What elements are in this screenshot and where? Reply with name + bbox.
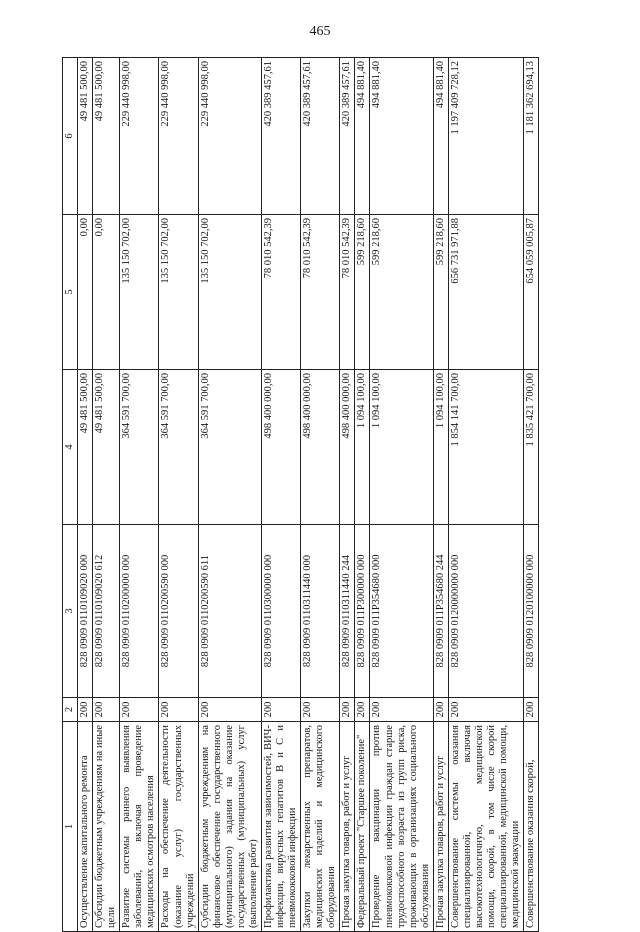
header-col-3: 3 [63,525,78,698]
row-col5-cell: 0,00 [78,215,93,370]
row-name-cell: Федеральный проект "Старшее поколение" [355,722,370,932]
row-col6-cell: 420 389 457,61 [261,58,300,215]
table-body [78,58,539,932]
row-vr-cell: 200 [340,698,355,722]
rotated-table-content [62,58,580,932]
row-col6-cell: 420 389 457,61 [340,58,355,215]
header-col-6: 6 [63,58,78,215]
row-vr-cell: 200 [370,698,433,722]
table-row [340,58,355,932]
table-row [78,58,93,932]
row-vr-cell: 200 [93,698,120,722]
table-row [261,58,300,932]
row-col5-cell: 0,00 [93,215,120,370]
row-name-cell: Совершенствование оказания скорой, [524,722,539,932]
row-col6-cell: 1 197 409 728,12 [448,58,523,215]
row-name-cell: Совершенствование системы оказания специализированной, включая высокотехнологичную, медицинской помощи, скорой, в том числе скорой специализированной, медицинской помощи, медицинской эвакуации [448,722,523,932]
row-col6-cell: 494 881,40 [433,58,448,215]
row-col6-cell: 494 881,40 [355,58,370,215]
row-col6-cell: 494 881,40 [370,58,433,215]
row-code-cell: 828 0909 011P354680 000 [370,525,433,698]
budget-table [62,57,539,932]
row-col4-cell: 364 591 700,00 [120,370,159,525]
row-col4-cell: 364 591 700,00 [159,370,198,525]
row-vr-cell: 200 [159,698,198,722]
table-row [433,58,448,932]
row-col5-cell: 654 059 005,87 [524,215,539,370]
row-col6-cell: 229 440 998,00 [159,58,198,215]
row-code-cell: 828 0909 0120100000 000 [524,525,539,698]
row-vr-cell: 200 [301,698,340,722]
table-row [93,58,120,932]
row-col5-cell: 135 150 702,00 [198,215,261,370]
row-col5-cell: 135 150 702,00 [120,215,159,370]
row-code-cell: 828 0909 0110109020 000 [78,525,93,698]
header-row [63,58,78,932]
row-col6-cell: 229 440 998,00 [198,58,261,215]
row-col4-cell: 364 591 700,00 [198,370,261,525]
row-vr-cell: 200 [433,698,448,722]
row-col6-cell: 420 389 457,61 [301,58,340,215]
row-name-cell: Субсидии бюджетным учреждениям на иные цели [93,722,120,932]
row-vr-cell: 200 [355,698,370,722]
row-code-cell: 828 0909 011P354680 244 [433,525,448,698]
row-col5-cell: 599 218,60 [370,215,433,370]
row-col5-cell: 656 731 971,88 [448,215,523,370]
row-col4-cell: 498 400 000,00 [261,370,300,525]
table-row [524,58,539,932]
header-col-1: 1 [63,722,78,932]
row-col4-cell: 1 835 421 700,00 [524,370,539,525]
row-col4-cell: 1 094 100,00 [370,370,433,525]
row-name-cell: Расходы на обеспечение деятельности (оказание услуг) государственных учреждений [159,722,198,932]
header-col-5: 5 [63,215,78,370]
row-col4-cell: 49 481 500,00 [78,370,93,525]
table-row [120,58,159,932]
table-row [301,58,340,932]
row-code-cell: 828 0909 0110311440 244 [340,525,355,698]
row-code-cell: 828 0909 0110200000 000 [120,525,159,698]
row-col4-cell: 1 094 100,00 [355,370,370,525]
row-name-cell: Прочая закупка товаров, работ и услуг [340,722,355,932]
row-col5-cell: 78 010 542,39 [261,215,300,370]
row-vr-cell: 200 [198,698,261,722]
row-name-cell: Прочая закупка товаров, работ и услуг [433,722,448,932]
row-col5-cell: 78 010 542,39 [301,215,340,370]
row-name-cell: Субсидии бюджетным учреждениям на финансовое обеспечение государственного (муниципального) задания на оказание государственных (муниципальных) услуг (выполнение работ) [198,722,261,932]
table-row [448,58,523,932]
rotated-table-frame [62,58,580,932]
row-code-cell: 828 0909 0110200590 000 [159,525,198,698]
row-code-cell: 828 0909 0110200590 611 [198,525,261,698]
table-row [198,58,261,932]
row-col4-cell: 498 400 000,00 [301,370,340,525]
row-name-cell: Проведение вакцинации против пневмококковой инфекции граждан старше трудоспособного возраста из групп риска, проживающих в организациях социального обслуживания [370,722,433,932]
row-code-cell: 828 0909 0110311440 000 [301,525,340,698]
row-code-cell: 828 0909 0110300000 000 [261,525,300,698]
row-col6-cell: 49 481 500,00 [93,58,120,215]
row-vr-cell: 200 [524,698,539,722]
row-name-cell: Развитие системы раннего выявления заболеваний, включая проведение медицинских осмотров населения [120,722,159,932]
row-vr-cell: 200 [261,698,300,722]
table-row [355,58,370,932]
row-col6-cell: 49 481 500,00 [78,58,93,215]
row-col6-cell: 1 181 362 694,13 [524,58,539,215]
header-col-4: 4 [63,370,78,525]
row-col6-cell: 229 440 998,00 [120,58,159,215]
row-col5-cell: 599 218,60 [355,215,370,370]
page-number: 465 [309,24,331,39]
row-col5-cell: 78 010 542,39 [340,215,355,370]
row-col4-cell: 1 854 141 700,00 [448,370,523,525]
row-vr-cell: 200 [448,698,523,722]
table-row [370,58,433,932]
row-col5-cell: 599 218,60 [433,215,448,370]
row-vr-cell: 200 [120,698,159,722]
row-code-cell: 828 0909 011P300000 000 [355,525,370,698]
table-row [159,58,198,932]
row-name-cell: Закупки лекарственных препаратов, медицинских изделий и медицинского оборудования [301,722,340,932]
row-col4-cell: 498 400 000,00 [340,370,355,525]
row-col5-cell: 135 150 702,00 [159,215,198,370]
header-col-2: 2 [63,698,78,722]
row-vr-cell: 200 [78,698,93,722]
row-name-cell: Профилактика развития зависимостей, ВИЧ-инфекции, вирусных гепатитов В и С и пневмококковой инфекции [261,722,300,932]
row-code-cell: 828 0909 0110109020 612 [93,525,120,698]
row-name-cell: Осуществление капитального ремонта [78,722,93,932]
row-col4-cell: 1 094 100,00 [433,370,448,525]
row-code-cell: 828 0909 0120000000 000 [448,525,523,698]
row-col4-cell: 49 481 500,00 [93,370,120,525]
